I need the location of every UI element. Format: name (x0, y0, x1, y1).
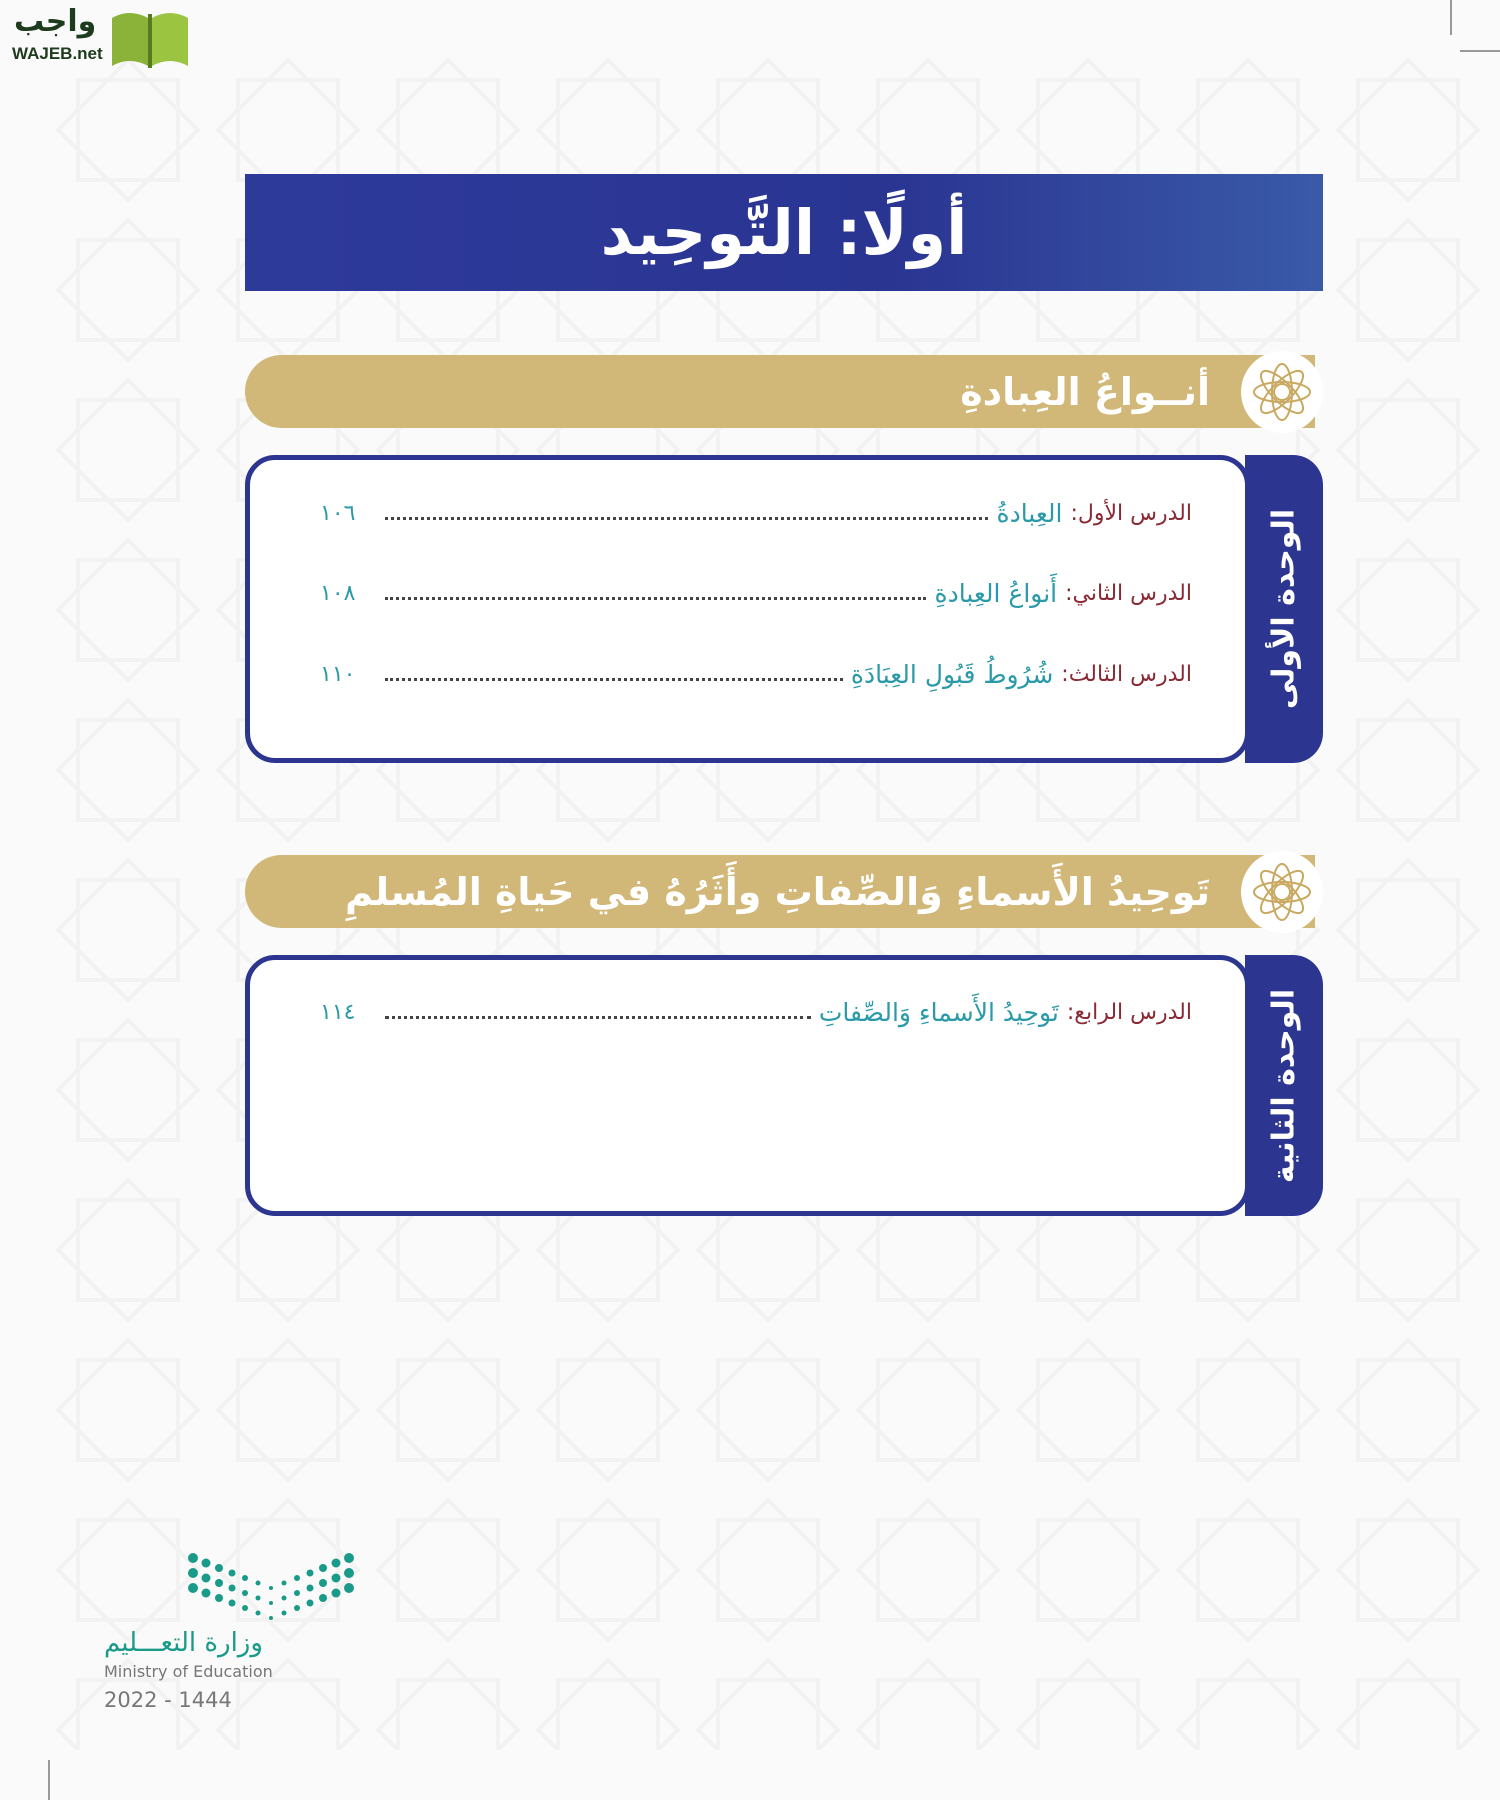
toc-entry[interactable] (320, 992, 1192, 1032)
dots-logo-icon (185, 1550, 365, 1620)
leader-dots (385, 586, 926, 600)
section-title: أنــواعُ العِبادةِ (960, 369, 1210, 414)
ministry-logo (100, 1550, 380, 1710)
logo-arabic: واجب (14, 4, 97, 39)
lesson-label: الدرس الثالث: (1061, 661, 1192, 687)
page-number: ١١٠ (320, 661, 356, 687)
lesson-label: الدرس الرابع: (1066, 999, 1192, 1025)
section-title: تَوحِيدُ الأَسماءِ وَالصِّفاتِ وأَثَرُهُ في حَياةِ المُسلمِ (344, 869, 1210, 914)
page-number: ١٠٨ (320, 580, 356, 606)
lesson-label: الدرس الأول: (1070, 500, 1192, 526)
lesson-title: العِبادةُ (996, 498, 1063, 528)
crop-mark (1450, 0, 1452, 35)
leader-dots (385, 667, 843, 681)
unit-label: الوحدة الأولى (1266, 508, 1302, 710)
crop-mark (1460, 50, 1500, 52)
unit-tab (1245, 955, 1323, 1216)
page-number: ١١٤ (320, 999, 356, 1025)
crop-mark (48, 1760, 50, 1800)
toc-entry[interactable] (320, 654, 1192, 694)
logo-latin: WAJEB.net (12, 44, 103, 63)
unit-tab (1245, 455, 1323, 763)
flower-ornament-icon (1241, 351, 1323, 433)
toc-entry[interactable] (320, 573, 1192, 613)
wajeb-logo (8, 4, 193, 70)
leader-dots (385, 506, 988, 520)
leader-dots (385, 1005, 811, 1019)
page-title: أولًا: التَّوحِيد (600, 196, 968, 269)
edition-year: 2022 - 1444 (104, 1688, 232, 1712)
unit-label: الوحدة الثانية (1266, 988, 1302, 1183)
flower-ornament-icon (1241, 851, 1323, 933)
lesson-title: شُرُوطُ قَبُولِ العِبَادَةِ (850, 659, 1054, 689)
ministry-arabic: وزارة التعـــليم (104, 1628, 263, 1658)
section-banner (245, 855, 1315, 928)
lesson-title: تَوحِيدُ الأَسماءِ وَالصِّفاتِ (818, 997, 1059, 1027)
toc-entry[interactable] (320, 493, 1192, 533)
lesson-label: الدرس الثاني: (1065, 580, 1192, 606)
lesson-title: أَنواعُ العِبادةِ (934, 578, 1058, 608)
book-icon (108, 4, 193, 70)
ministry-english: Ministry of Education (104, 1662, 273, 1681)
section-banner (245, 355, 1315, 428)
page-number: ١٠٦ (320, 500, 356, 526)
page-header (245, 174, 1323, 291)
